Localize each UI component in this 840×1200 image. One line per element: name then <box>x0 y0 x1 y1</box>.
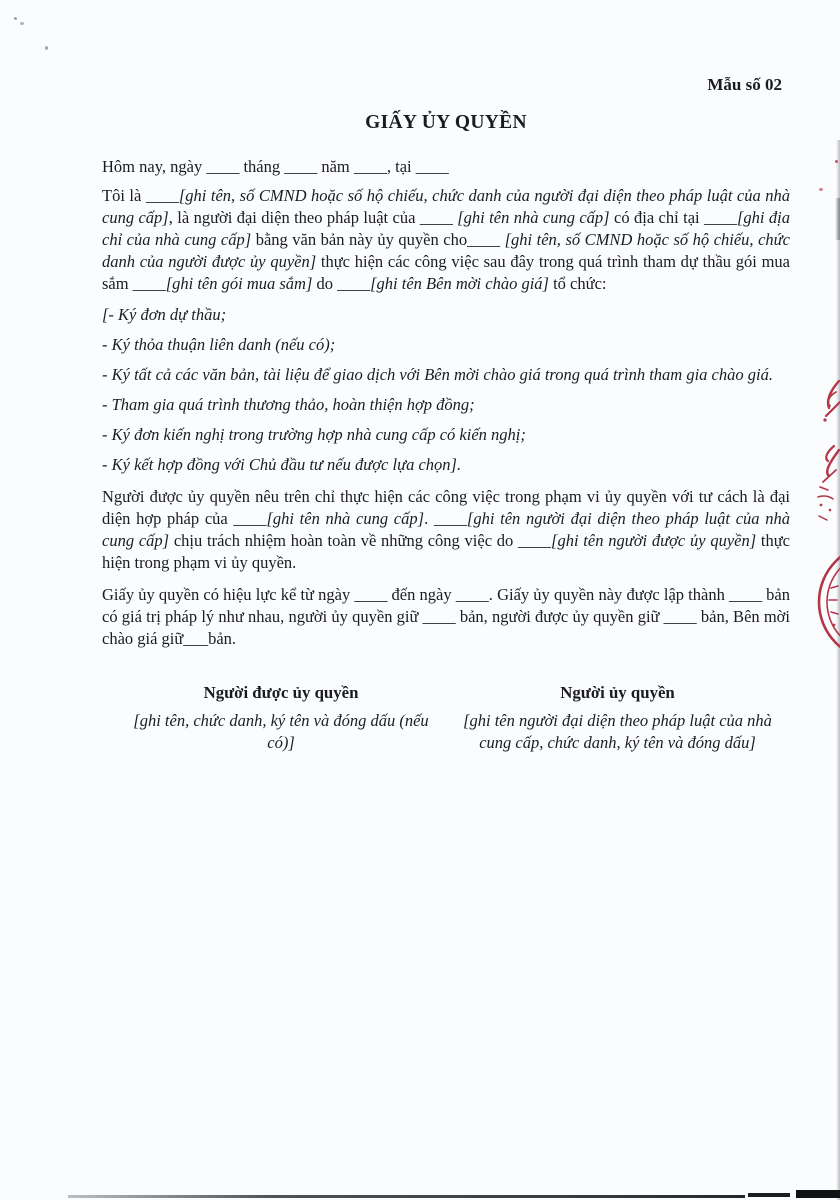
signature-heading: Người được ủy quyền <box>203 683 359 702</box>
scan-edge-shadow <box>836 140 840 1200</box>
scan-edge-shadow-dark <box>835 198 840 240</box>
task-item: - Ký thỏa thuận liên danh (nếu có); <box>102 335 336 354</box>
date-line: Hôm nay, ngày ____ tháng ____ năm ____, tại ____ <box>102 157 449 176</box>
intro-paragraph <box>102 185 790 295</box>
signature-block-authorizer <box>445 682 790 754</box>
placeholder-run: [ghi tên Bên mời chào giá] <box>370 274 549 293</box>
task-item: - Ký kết hợp đồng với Chủ đầu tư nếu được lựa chọn]. <box>102 455 462 474</box>
placeholder-run: [ghi địa chỉ của nhà cung cấp] <box>102 208 791 249</box>
red-ink-speck <box>819 188 823 191</box>
text-run: tổ chức: <box>548 274 607 293</box>
placeholder-run: [ghi tên gói mua sắm] <box>165 274 313 293</box>
document-body <box>102 112 790 754</box>
task-item: - Ký tất cả các văn bản, tài liệu để giao dịch với Bên mời chào giá trong quá trình tham gia chào giá. <box>102 365 773 384</box>
validity-paragraph: Giấy ủy quyền có hiệu lực kể từ ngày ____ đến ngày ____. Giấy ủy quyền này được lập thành ____ bản có giá trị pháp lý như nhau, người ủy quyền giữ ____ bản, người được ủy quyền giữ ____ bản, Bên mời chào giá giữ___bản. <box>102 585 790 648</box>
text-run: do ____ <box>312 274 371 293</box>
text-run: thực hiện trong phạm vi ủy quyền. <box>102 531 790 572</box>
paper-speck <box>45 46 48 50</box>
task-item: - Tham gia quá trình thương thảo, hoàn thiện hợp đồng; <box>102 395 475 414</box>
signature-note: [ghi tên người đại diện theo pháp luật của nhà cung cấp, chức danh, ký tên và đóng dấu] <box>463 711 772 752</box>
signature-note: [ghi tên, chức danh, ký tên và đóng dấu (nếu có)] <box>133 711 429 752</box>
placeholder-run: [ghi tên người được ủy quyền] <box>551 531 757 550</box>
scan-bottom-edge-line <box>68 1195 745 1198</box>
text-run: có địa chỉ tại ____ <box>609 208 738 227</box>
text-run: , là người đại diện theo pháp luật của ____ <box>168 208 458 227</box>
placeholder-run: [ghi tên người đại diện theo pháp luật của nhà cung cấp] <box>102 509 791 550</box>
text-run: thực hiện các công việc sau đây trong quá trình tham dự thầu gói mua sắm ____ <box>102 252 790 293</box>
placeholder-run: [ghi tên, số CMND hoặc số hộ chiếu, chức danh của người được ủy quyền] <box>102 230 790 271</box>
text-run: Tôi là ____ <box>102 186 179 205</box>
placeholder-run: [ghi tên, số CMND hoặc số hộ chiếu, chức danh của người đại diện theo pháp luật của nhà cung cấp] <box>102 186 790 227</box>
signature-row <box>102 682 790 754</box>
signature-heading: Người ủy quyền <box>560 683 675 702</box>
task-list <box>102 304 790 476</box>
document-title: GIẤY ỦY QUYỀN <box>365 112 527 133</box>
text-run: bằng văn bản này ủy quyền cho____ <box>251 230 505 249</box>
scan-bottom-edge-segment <box>748 1193 790 1197</box>
placeholder-run: [ghi tên nhà cung cấp] <box>457 208 610 227</box>
paper-speck <box>14 17 17 20</box>
placeholder-run: [ghi tên nhà cung cấp] <box>266 509 425 528</box>
task-item: [- Ký đơn dự thầu; <box>102 305 227 324</box>
form-number: Mẫu số 02 <box>707 75 782 94</box>
text-run: . ____ <box>424 509 467 528</box>
paper-speck <box>20 22 24 25</box>
scan-bottom-edge-corner <box>796 1190 840 1198</box>
red-ink-speck <box>835 160 838 163</box>
signature-block-authorized-person <box>120 682 442 754</box>
text-run: Người được ủy quyền nêu trên chỉ thực hiện các công việc trong phạm vi ủy quyền với tư cách là đại diện hợp pháp của ____ <box>102 487 790 528</box>
task-item: - Ký đơn kiến nghị trong trường hợp nhà cung cấp có kiến nghị; <box>102 425 526 444</box>
text-run: chịu trách nhiệm hoàn toàn về những công việc do ____ <box>169 531 552 550</box>
scope-paragraph <box>102 486 790 574</box>
